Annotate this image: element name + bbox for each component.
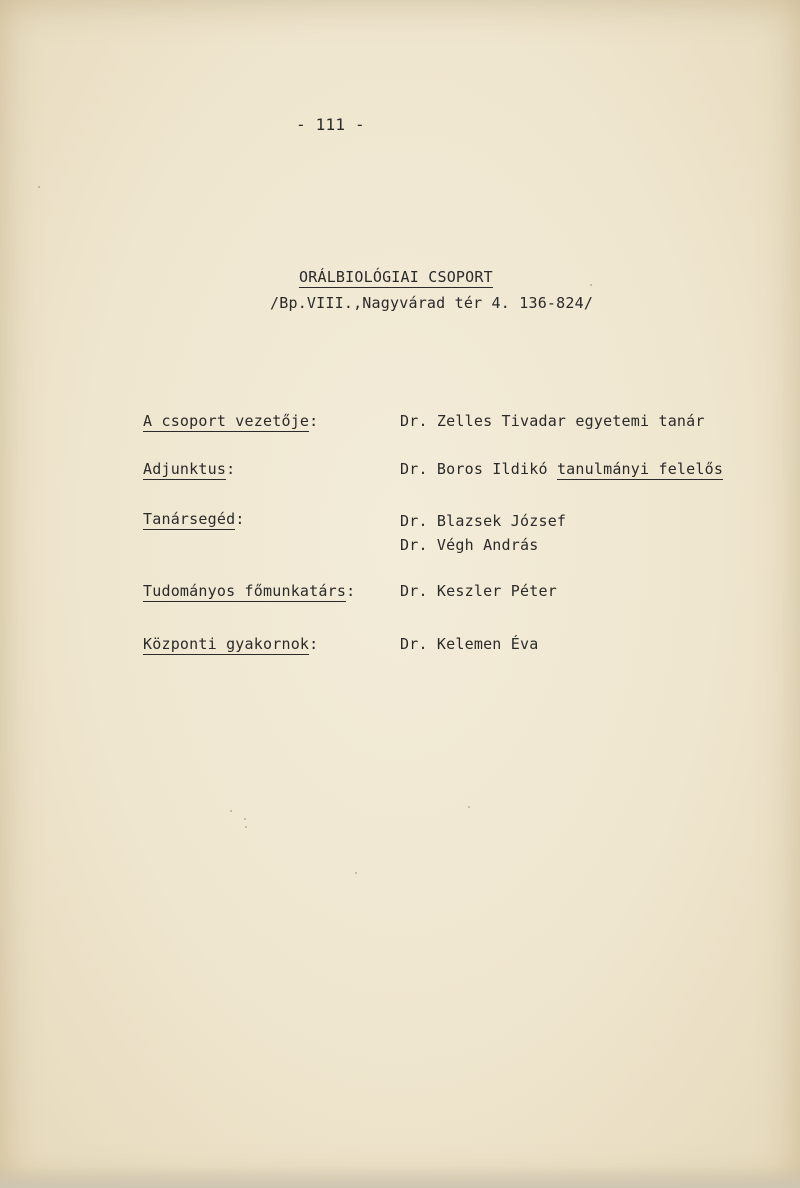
- section-title: ORÁLBIOLÓGIAI CSOPORT: [299, 268, 493, 286]
- label-text: Központi gyakornok: [143, 635, 310, 653]
- paper-speck: [245, 826, 247, 828]
- label-trainees: [143, 635, 318, 653]
- label-colon: :: [309, 412, 319, 430]
- adjunct-role: tanulmányi felelős: [556, 460, 724, 478]
- label-text: Adjunktus: [143, 460, 227, 478]
- label-group-head: [143, 412, 318, 430]
- paper-speck: [468, 806, 470, 808]
- adjunct-name: Dr. Boros Ildikó: [400, 460, 557, 478]
- label-assistant: [143, 510, 245, 528]
- label-colon: :: [226, 460, 236, 478]
- label-text: Tanársegéd: [143, 510, 236, 528]
- paper-speck: [244, 818, 246, 820]
- label-adjunct: [143, 460, 235, 478]
- page-number: - 111 -: [296, 115, 365, 134]
- label-colon: :: [346, 582, 356, 600]
- paper-speck: [590, 284, 592, 286]
- name-adjunct: [400, 460, 723, 478]
- label-researcher: [143, 582, 355, 600]
- label-colon: :: [235, 510, 245, 528]
- label-colon: :: [309, 635, 319, 653]
- name-trainees: Dr. Kelemen Éva: [400, 635, 539, 653]
- section-address: /Bp.VIII.,Nagyvárad tér 4. 136-824/: [270, 294, 594, 312]
- paper-speck: [355, 872, 357, 874]
- label-text: Tudományos főmunkatárs: [143, 582, 347, 600]
- name-group-head: Dr. Zelles Tivadar egyetemi tanár: [400, 412, 705, 430]
- name-researcher: Dr. Keszler Péter: [400, 582, 557, 600]
- label-text: A csoport vezetője: [143, 412, 310, 430]
- paper-speck: [230, 810, 232, 812]
- name-assistant: Dr. Végh András: [400, 536, 539, 554]
- paper-speck: [38, 186, 40, 188]
- name-assistant: Dr. Blazsek József: [400, 512, 567, 530]
